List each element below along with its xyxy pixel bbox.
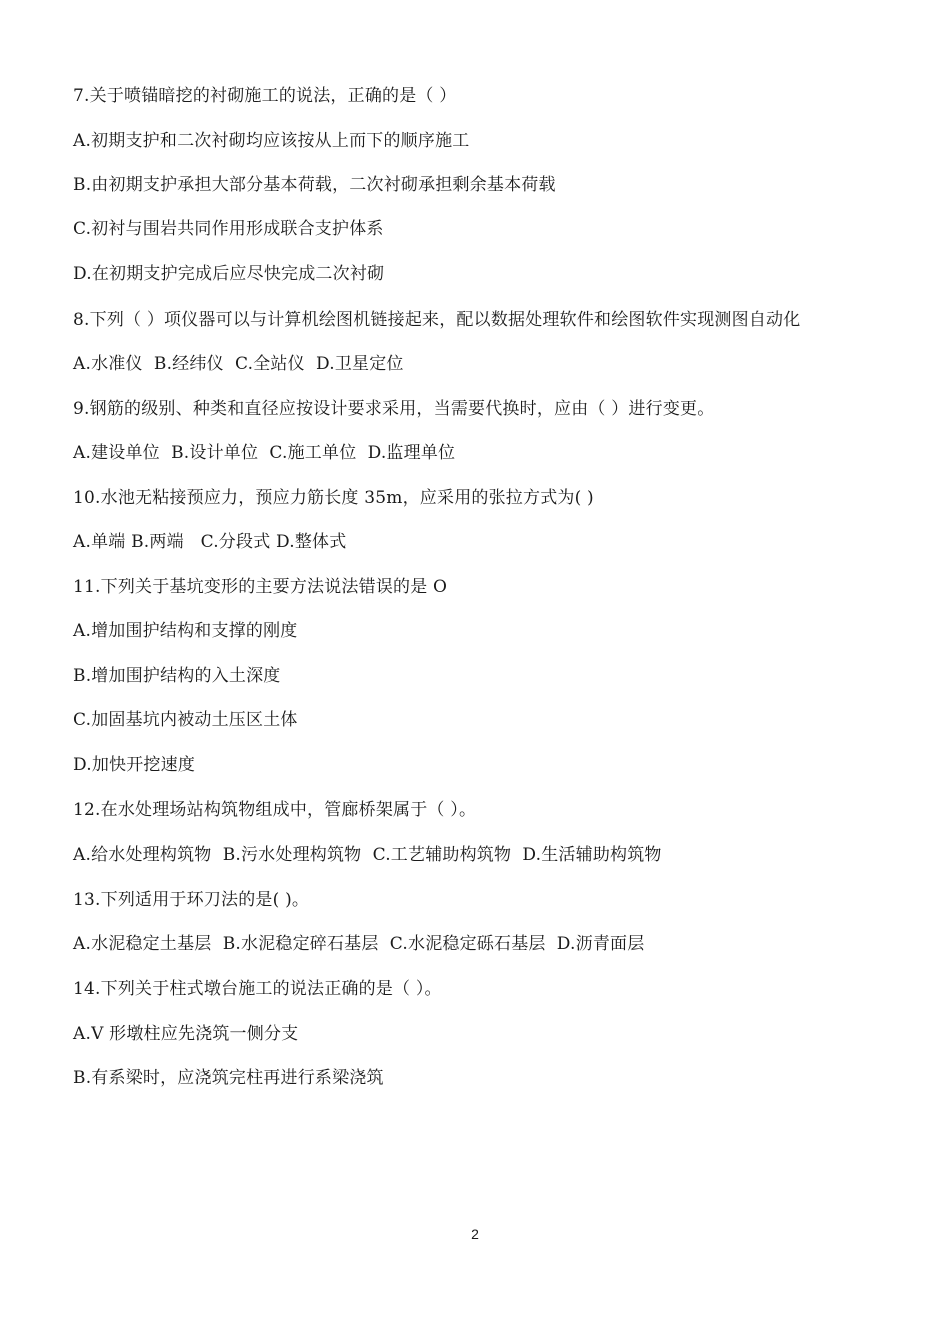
question-7-option-d: D.在初期支护完成后应尽快完成二次衬砌 <box>73 264 385 284</box>
question-10-stem: 10.水池无粘接预应力，预应力筋长度 35m，应采用的张拉方式为( ) <box>73 488 594 508</box>
question-8-stem: 8.下列（ ）项仪器可以与计算机绘图机链接起来，配以数据处理软件和绘图软件实现测图自动化 <box>73 310 801 330</box>
question-14-option-b: B.有系梁时，应浇筑完柱再进行系梁浇筑 <box>73 1068 384 1088</box>
question-11-option-c: C.加固基坑内被动土压区土体 <box>73 710 298 730</box>
question-9-stem: 9.钢筋的级别、种类和直径应按设计要求采用，当需要代换时，应由（ ）进行变更。 <box>73 399 715 419</box>
question-7-option-b: B.由初期支护承担大部分基本荷载，二次衬砌承担剩余基本荷载 <box>73 175 556 195</box>
question-11-option-b: B.增加围护结构的入土深度 <box>73 666 281 686</box>
question-7-stem: 7.关于喷锚暗挖的衬砌施工的说法，正确的是（ ） <box>73 86 457 106</box>
question-13-options: A.水泥稳定土基层 B.水泥稳定碎石基层 C.水泥稳定砾石基层 D.沥青面层 <box>73 934 645 954</box>
question-13-stem: 13.下列适用于环刀法的是( )。 <box>73 890 310 910</box>
question-12-options: A.给水处理构筑物 B.污水处理构筑物 C.工艺辅助构筑物 D.生活辅助构筑物 <box>73 845 662 865</box>
question-11-stem: 11.下列关于基坑变形的主要方法说法错误的是 O <box>73 577 448 597</box>
question-11-option-d: D.加快开挖速度 <box>73 755 196 775</box>
question-9-options: A.建设单位 B.设计单位 C.施工单位 D.监理单位 <box>73 443 456 463</box>
question-7-option-c: C.初衬与围岩共同作用形成联合支护体系 <box>73 219 384 239</box>
page-number: 2 <box>471 1226 479 1242</box>
question-14-option-a: A.V 形墩柱应先浇筑一侧分支 <box>73 1024 299 1044</box>
question-10-options: A.单端 B.两端 C.分段式 D.整体式 <box>73 532 347 552</box>
question-12-stem: 12.在水处理场站构筑物组成中，管廊桥架属于（ ）。 <box>73 800 477 820</box>
question-14-stem: 14.下列关于柱式墩台施工的说法正确的是（ ）。 <box>73 979 442 999</box>
question-8-options: A.水准仪 B.经纬仪 C.全站仪 D.卫星定位 <box>73 354 404 374</box>
question-11-option-a: A.增加围护结构和支撑的刚度 <box>73 621 298 641</box>
question-7-option-a: A.初期支护和二次衬砌均应该按从上而下的顺序施工 <box>73 131 470 151</box>
